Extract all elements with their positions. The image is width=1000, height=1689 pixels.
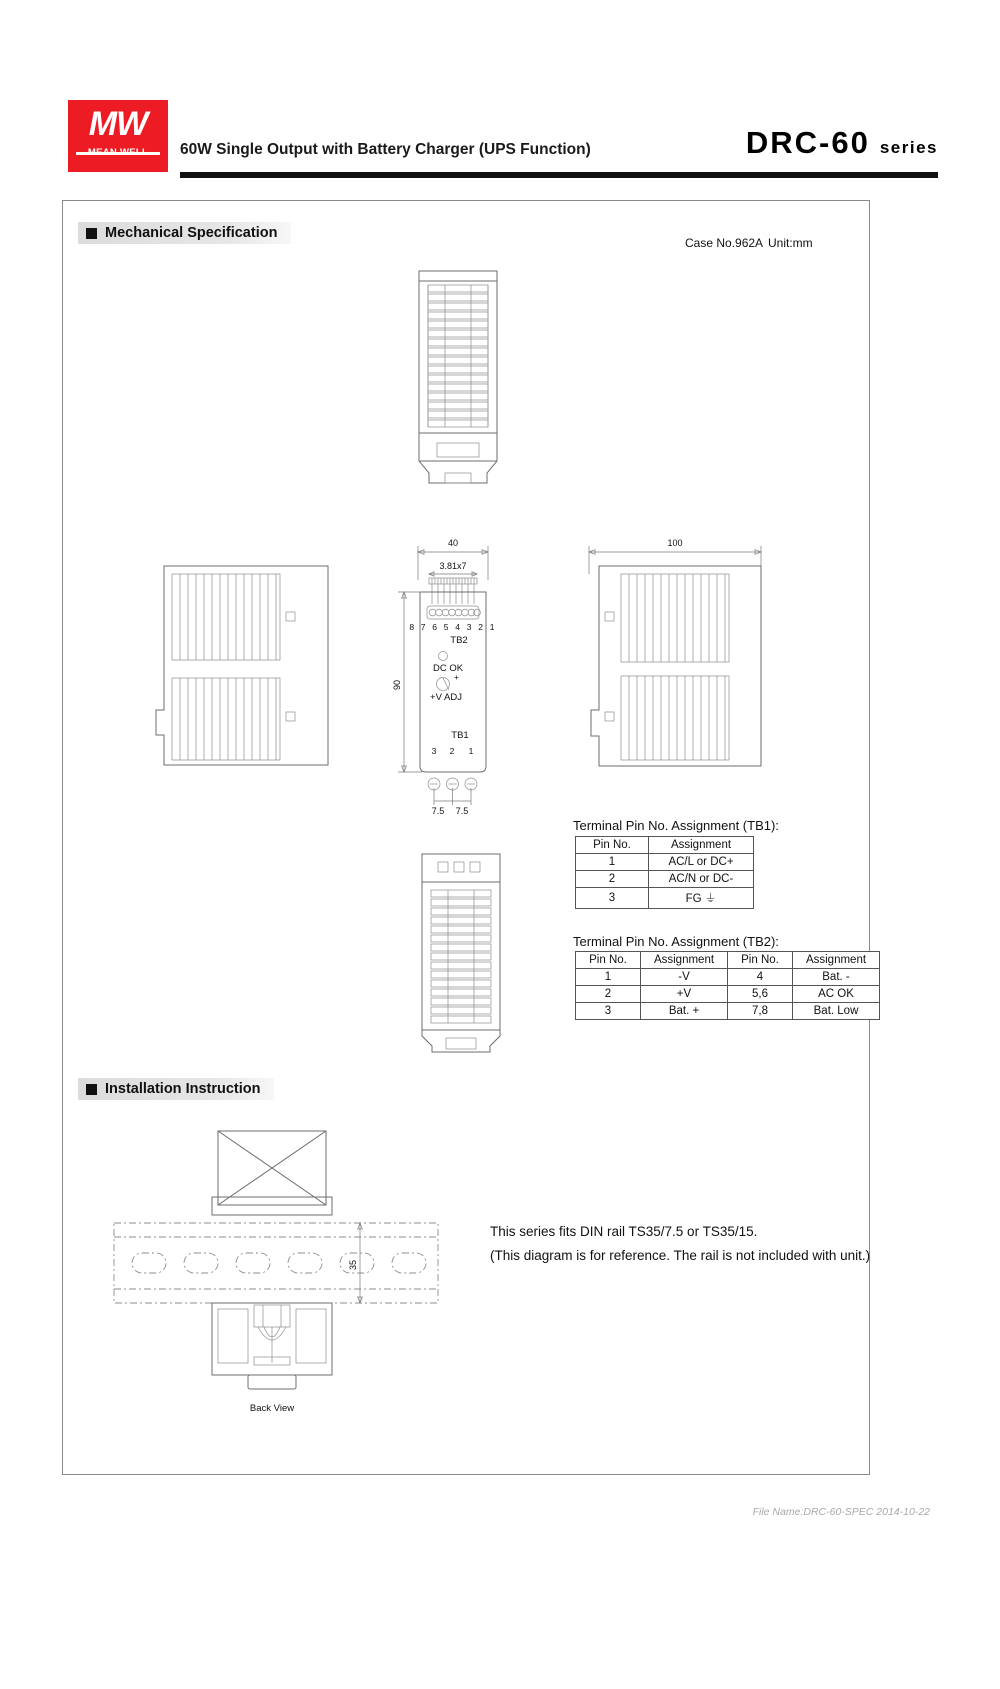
tb2-r3-assignment-b: Bat. Low — [793, 1003, 880, 1020]
tb2-pin-numbers: 8 7 6 5 4 3 2 1 — [409, 622, 497, 632]
table-row — [576, 888, 754, 909]
tb2-r1-assignment-a: -V — [641, 969, 728, 986]
logo-divider — [76, 152, 160, 155]
back-view-caption: Back View — [249, 1403, 295, 1414]
table-row — [576, 986, 880, 1003]
tb2-table — [575, 951, 880, 1020]
tb1-label: TB1 — [451, 730, 469, 741]
tb2-header-assignment-b: Assignment — [793, 952, 880, 969]
tb2-r2-assignment-b: AC OK — [793, 986, 880, 1003]
bullet-square-icon — [86, 228, 97, 239]
tb2-r3-pin-a: 3 — [576, 1003, 641, 1020]
tb2-r2-pin-b: 5,6 — [728, 986, 793, 1003]
drawing-side-view-right — [565, 530, 780, 800]
drawing-din-rail — [108, 1125, 468, 1425]
series-word: series — [879, 138, 938, 157]
tb1-header-assignment: Assignment — [649, 837, 754, 854]
tb1-pin-2: 2 — [449, 746, 455, 756]
tb2-table-caption: Terminal Pin No. Assignment (TB2): — [573, 934, 779, 949]
dc-ok-label: DC OK — [432, 663, 464, 674]
install-note-line1: This series fits DIN rail TS35/7.5 or TS35/15. — [490, 1224, 758, 1239]
tb1-table — [575, 836, 754, 909]
tb2-r3-pin-b: 7,8 — [728, 1003, 793, 1020]
table-row — [576, 969, 880, 986]
tb1-header-pin: Pin No. — [576, 837, 649, 854]
section-label-mechanical: Mechanical Specification — [105, 225, 278, 241]
dim-depth-100: 100 — [667, 538, 683, 548]
tb2-label: TB2 — [450, 635, 468, 646]
tb1-pin-1: 1 — [468, 746, 474, 756]
section-header-mechanical — [78, 222, 291, 244]
footer-filename: File Name:DRC-60-SPEC 2014-10-22 — [752, 1506, 930, 1518]
tb1-pin-3: 3 — [431, 746, 437, 756]
tb1-r2-pin: 2 — [576, 871, 649, 888]
unit-label: Unit:mm — [768, 236, 813, 250]
drawing-side-view-left — [150, 560, 340, 790]
dim-bottom-right-7p5: 7.5 — [455, 806, 469, 816]
table-row — [576, 871, 754, 888]
case-number: Case No.962A — [685, 236, 764, 250]
meanwell-logo — [68, 100, 168, 172]
tb2-r2-pin-a: 2 — [576, 986, 641, 1003]
table-row — [576, 854, 754, 871]
adj-plus-symbol: + — [454, 672, 459, 682]
tb2-header-assignment-a: Assignment — [641, 952, 728, 969]
table-header-row — [576, 837, 754, 854]
tb1-table-caption: Terminal Pin No. Assignment (TB1): — [573, 818, 779, 833]
drawing-top-view — [415, 265, 501, 490]
tb2-r1-pin-b: 4 — [728, 969, 793, 986]
page-subtitle: 60W Single Output with Battery Charger (UPS Function) — [180, 141, 591, 158]
dim-pitch: 3.81x7 — [439, 561, 467, 571]
tb2-r1-pin-a: 1 — [576, 969, 641, 986]
dim-width-40: 40 — [447, 538, 459, 548]
drawing-front-view — [380, 530, 550, 820]
tb1-r1-assignment: AC/L or DC+ — [649, 854, 754, 871]
v-adj-label: +V ADJ — [430, 692, 462, 703]
section-label-installation: Installation Instruction — [105, 1081, 261, 1097]
header-rule — [180, 172, 938, 178]
section-header-installation — [78, 1078, 274, 1100]
dim-rail-35: 35 — [348, 1259, 358, 1271]
model-name: DRC-60 — [745, 125, 870, 160]
tb2-r1-assignment-b: Bat. - — [793, 969, 880, 986]
install-note-line2: (This diagram is for reference. The rail is not included with unit.) — [490, 1248, 871, 1263]
tb1-r3-pin: 3 — [576, 888, 649, 909]
bullet-square-icon — [86, 1084, 97, 1095]
page-title — [746, 125, 938, 161]
tb2-r2-assignment-a: +V — [641, 986, 728, 1003]
dim-bottom-left-7p5: 7.5 — [431, 806, 445, 816]
tb1-r3-assignment: FG ⏚ — [649, 888, 754, 909]
logo-initials: MW — [88, 105, 148, 143]
table-row — [576, 1003, 880, 1020]
dim-height-90: 90 — [392, 679, 402, 691]
tb2-header-pin-a: Pin No. — [576, 952, 641, 969]
tb1-r1-pin: 1 — [576, 854, 649, 871]
tb2-r3-assignment-a: Bat. + — [641, 1003, 728, 1020]
tb1-r2-assignment: AC/N or DC- — [649, 871, 754, 888]
tb2-header-pin-b: Pin No. — [728, 952, 793, 969]
drawing-bottom-view — [418, 840, 504, 1055]
table-header-row — [576, 952, 880, 969]
